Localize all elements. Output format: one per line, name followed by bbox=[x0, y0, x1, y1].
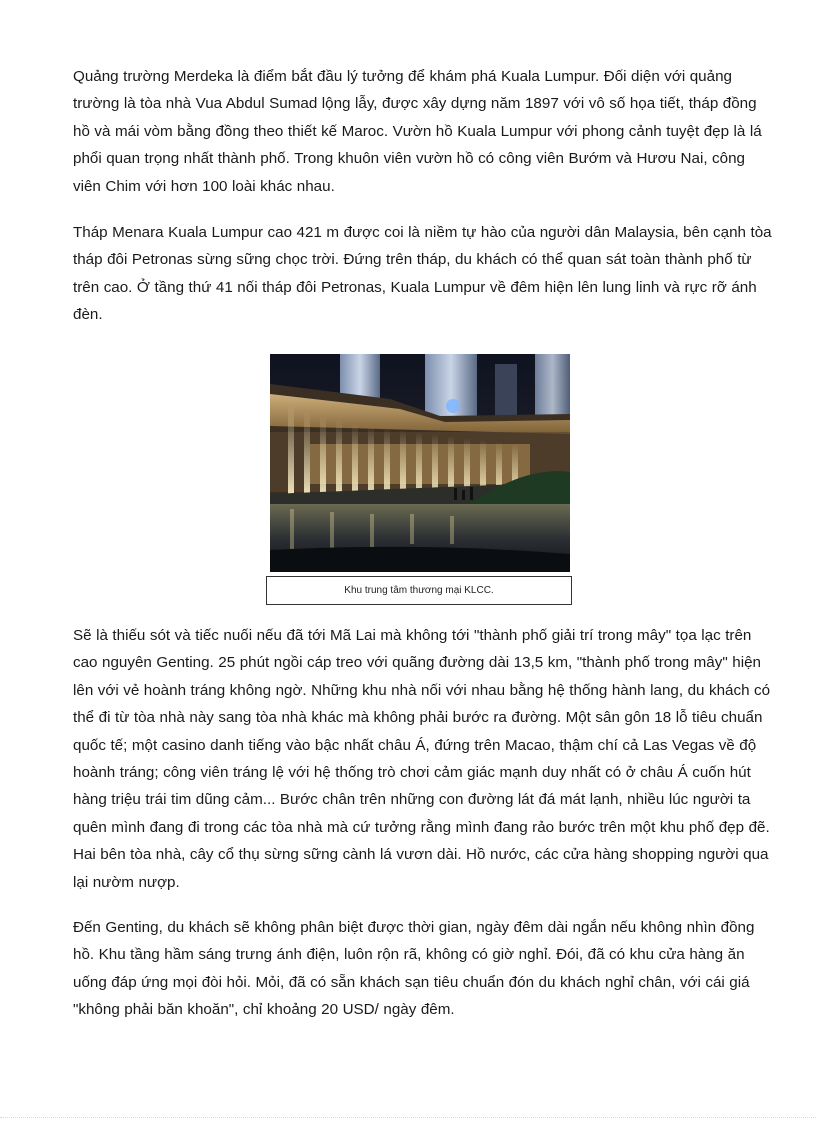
paragraph-merdeka-square: Quảng trường Merdeka là điểm bắt đầu lý tưởng để khám phá Kuala Lumpur. Đối diện với quảng trường là tòa nhà Vua Abdul Sumad lộng lẫy, được xây dựng năm 1897 với vô số họa tiết, tháp đồng hồ và mái vòm bằng đồng theo thiết kế Maroc. Vườn hồ Kuala Lumpur với phong cảnh tuyệt đẹp là lá phổi quan trọng nhất thành phố. Trong khuôn viên vườn hồ có công viên Bướm và Hươu Nai, công viên Chim với hơn 100 loài khác nhau. bbox=[73, 68, 762, 195]
klcc-night-fountain-image bbox=[270, 354, 570, 572]
paragraph-genting-highlands: Sẽ là thiếu sót và tiếc nuối nếu đã tới Mã Lai mà không tới "thành phố giải trí trong mây" tọa lạc trên cao nguyên Genting. 25 phút ngồi cáp treo với quãng đường dài 13,5 km, "thành phố trong mây" hiện lên với vẻ hoành tráng không ngờ. Những khu nhà nối với nhau bằng hệ thống hành lang, du khách có thể đi từ tòa nhà này sang tòa nhà khác mà không phải bước ra đường. Một sân gôn 18 lỗ tiêu chuẩn quốc tế; một casino danh tiếng vào bậc nhất châu Á, đứng trên Macao, thậm chí cả Las Vegas về độ hoành tráng; công viên tráng lệ với hệ thống trò chơi cảm giác mạnh duy nhất có ở châu Á cuốn hút hàng triệu trái tim dũng cảm... Bước chân trên những con đường lát đá mát lạnh, nhiều lúc người ta quên mình đang đi trong các tòa nhà mà cứ tưởng rằng mình đang rảo bước trên một khu phố đẹp đẽ. Hai bên tòa nhà, cây cổ thụ sừng sững cành lá vươn dài. Hồ nước, các cửa hàng shopping người qua lại nườm nượp. bbox=[73, 627, 771, 891]
paragraph-menara-tower: Tháp Menara Kuala Lumpur cao 421 m được coi là niềm tự hào của người dân Malaysia, bên cạnh tòa tháp đôi Petronas sừng sững chọc trời. Đứng trên tháp, du khách có thể quan sát toàn thành phố từ trên cao. Ở tầng thứ 41 nối tháp đôi Petronas, Kuala Lumpur về đêm hiện lên lung linh và rực rỡ ánh đèn. bbox=[73, 224, 772, 324]
figure-caption: Khu trung tâm thương mại KLCC. bbox=[266, 576, 572, 605]
paragraph-genting-time: Đến Genting, du khách sẽ không phân biệt được thời gian, ngày đêm dài ngắn nếu không nhìn đồng hồ. Khu tầng hầm sáng trưng ánh điện, luôn rộn rã, không có giờ nghỉ. Đói, đã có khu cửa hàng ăn uống đáp ứng mọi đòi hỏi. Mỏi, đã có sẵn khách sạn tiêu chuẩn đón du khách nghỉ chân, với cái giá "không phải băn khoăn", chỉ khoảng 20 USD/ ngày đêm. bbox=[73, 919, 755, 1019]
page-bottom-divider bbox=[0, 1117, 816, 1118]
klcc-photo bbox=[270, 354, 570, 572]
